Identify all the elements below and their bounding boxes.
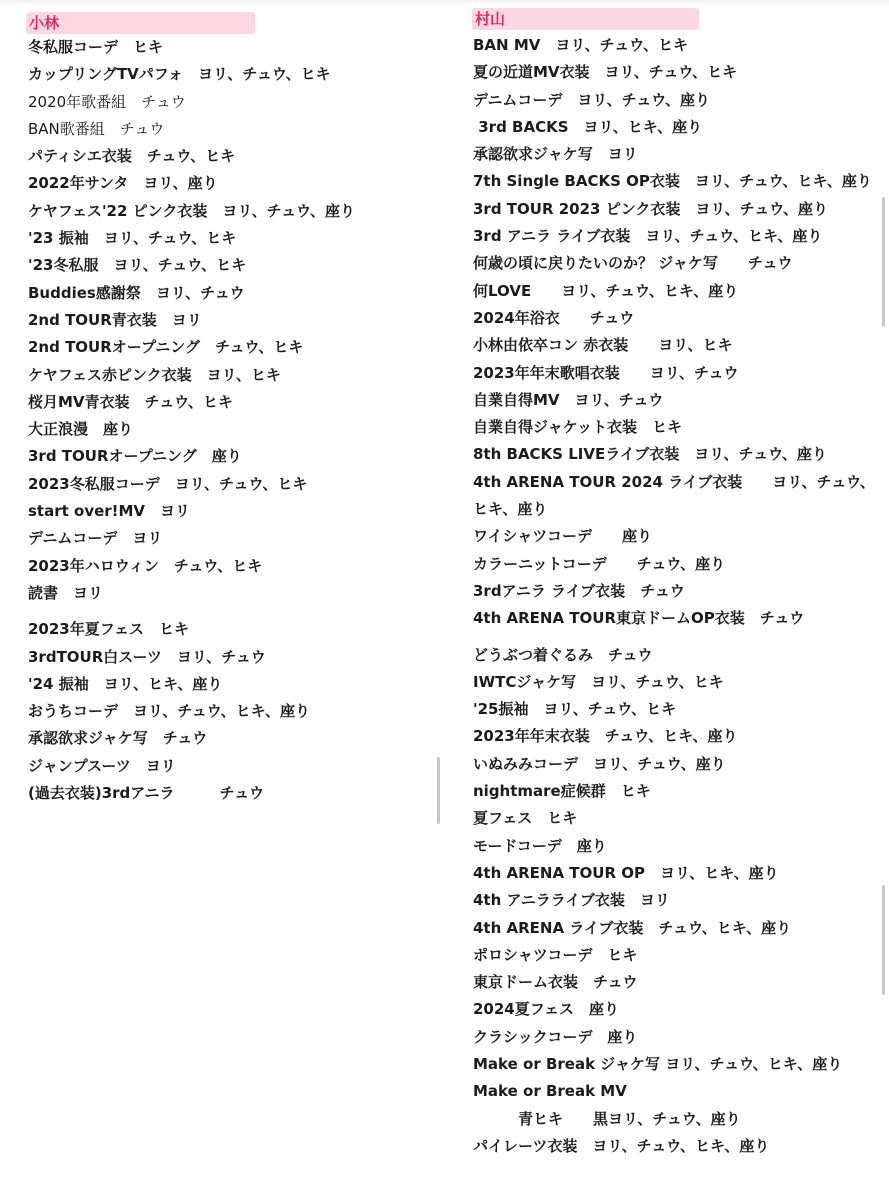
right-list-item: 8th BACKS LIVEライブ衣装 ヨリ、チュウ、座り xyxy=(473,445,827,464)
left-list-item: カップリングTVパフォ ヨリ、チュウ、ヒキ xyxy=(28,65,331,84)
left-list-item: パティシエ衣装 チュウ、ヒキ xyxy=(28,147,236,166)
right-scrollbar-thumb-lower[interactable] xyxy=(882,885,885,995)
right-list-item: 4th ARENA TOUR OP ヨリ、ヒキ、座り xyxy=(473,863,779,882)
left-list-item: 3rdTOUR白スーツ ヨリ、チュウ xyxy=(28,647,266,666)
right-list-item: デニムコーデ ヨリ、チュウ、座り xyxy=(473,90,711,109)
right-list-item: 小林由依卒コン 赤衣装 ヨリ、ヒキ xyxy=(473,336,733,355)
right-list-item: BAN MV ヨリ、チュウ、ヒキ xyxy=(473,36,688,54)
right-list-item: 4th ARENA TOUR 2024 ライブ衣装 ヨリ、チュウ、ヒキ、座り xyxy=(473,472,875,519)
right-list-item: 何歳の頃に戻りたいのか？ ジャケ写 チュウ xyxy=(473,254,793,273)
left-list-item: デニムコーデ ヨリ xyxy=(28,529,163,548)
right-list-item: ポロシャツコーデ ヒキ xyxy=(473,945,638,964)
left-list-item: start over!MV ヨリ xyxy=(28,502,191,521)
left-list-item: Buddies感謝祭 ヨリ、チュウ xyxy=(28,283,245,302)
right-list-item: 自業自得MV ヨリ、チュウ xyxy=(473,390,664,409)
list-gap xyxy=(28,607,448,616)
left-list-item: '23 振袖 ヨリ、チュウ、ヒキ xyxy=(28,229,237,248)
right-list-item: いぬみみコーデ ヨリ、チュウ、座り xyxy=(473,754,726,773)
right-scrollbar-thumb-upper[interactable] xyxy=(882,197,885,327)
right-header-label: 村山 xyxy=(472,8,699,30)
right-list-item: 7th Single BACKS OP衣装 ヨリ、チュウ、ヒキ、座り xyxy=(473,172,872,191)
right-list-item: 東京ドーム衣装 チュウ xyxy=(473,973,638,992)
left-list-item: 2nd TOURオープニング チュウ、ヒキ xyxy=(28,338,304,357)
right-list-item: モードコーデ 座り xyxy=(473,836,607,855)
right-list-item: 2023年年末歌唱衣装 ヨリ、チュウ xyxy=(473,363,739,382)
right-list-item: '25振袖 ヨリ、チュウ、ヒキ xyxy=(473,700,677,719)
left-header-label: 小林 xyxy=(26,12,255,34)
right-list-item: 2023年年末衣装 チュウ、ヒキ、座り xyxy=(473,727,738,746)
right-item-list xyxy=(473,32,885,1160)
left-list-item: 冬私服コーデ ヒキ xyxy=(28,38,164,56)
right-list-item: 4th ARENA TOUR東京ドームOP衣装 チュウ xyxy=(473,609,805,628)
right-list-item: 3rd TOUR 2023 ピンク衣装 ヨリ、チュウ、座り xyxy=(473,199,829,218)
right-list-item: パイレーツ衣装 ヨリ、チュウ、ヒキ、座り xyxy=(473,1136,770,1155)
right-list-item: Make or Break MV xyxy=(473,1082,627,1101)
left-list-item: ジャンプスーツ ヨリ xyxy=(28,756,176,775)
right-list-item: IWTCジャケ写 ヨリ、チュウ、ヒキ xyxy=(473,672,724,691)
right-list-item: 3rd アニラ ライブ衣装 ヨリ、チュウ、ヒキ、座り xyxy=(473,227,823,246)
right-list-item: クラシックコーデ 座り xyxy=(473,1027,638,1046)
right-list-item: どうぶつ着ぐるみ チュウ xyxy=(473,645,653,664)
right-list-item: カラーニットコーデ チュウ、座り xyxy=(473,554,726,573)
right-list-item: 青ヒキ 黒ヨリ、チュウ、座り xyxy=(473,1109,741,1128)
left-list-item: 大正浪漫 座り xyxy=(28,420,134,439)
left-list-item: 桜月MV青衣装 チュウ、ヒキ xyxy=(28,392,233,411)
left-list-item: 2023年夏フェス ヒキ xyxy=(28,620,189,639)
left-scrollbar-thumb[interactable] xyxy=(437,757,440,824)
left-list-item: (過去衣装)3rdアニラ チュウ xyxy=(28,784,265,803)
left-list-item: '23冬私服 ヨリ、チュウ、ヒキ xyxy=(28,256,247,275)
right-list-item: 夏フェス ヒキ xyxy=(473,809,578,828)
top-edge-shadow xyxy=(0,0,889,6)
list-gap xyxy=(473,633,885,642)
left-list-item: 2022年サンタ ヨリ、座り xyxy=(28,174,218,193)
right-list-item: 夏の近道MV衣装 ヨリ、チュウ、ヒキ xyxy=(473,63,738,82)
right-list-item: ワイシャツコーデ 座り xyxy=(473,527,652,546)
right-list-item: 自業自得ジャケット衣装 ヒキ xyxy=(473,418,682,437)
right-list-item: Make or Break ジャケ写 ヨリ、チュウ、ヒキ、座り xyxy=(473,1054,843,1073)
left-item-list xyxy=(28,34,448,807)
right-list-item: 2024夏フェス 座り xyxy=(473,1000,619,1019)
right-list-item: 承認欲求ジャケ写 ヨリ xyxy=(473,145,638,164)
right-list-item: 2024年浴衣 チュウ xyxy=(473,308,635,327)
right-list-item: nightmare症候群 ヒキ xyxy=(473,782,651,801)
left-list-item: '24 振袖 ヨリ、ヒキ、座り xyxy=(28,674,223,693)
left-list-item: 2023年ハロウィン チュウ、ヒキ xyxy=(28,556,263,575)
left-list-item: おうちコーデ ヨリ、チュウ、ヒキ、座り xyxy=(28,702,311,721)
right-list-item: 3rdアニラ ライブ衣装 チュウ xyxy=(473,581,685,600)
left-list-item: BAN歌番組 チュウ xyxy=(28,119,165,138)
right-list-item: 4th ARENA ライブ衣装 チュウ、ヒキ、座り xyxy=(473,918,792,937)
right-list-item: 4th アニラライブ衣装 ヨリ xyxy=(473,891,670,910)
left-list-item: 3rd TOURオープニング 座り xyxy=(28,447,242,466)
right-list-item: 3rd BACKS ヨリ、ヒキ、座り xyxy=(473,117,703,136)
left-list-item: 2020年歌番組 チュウ xyxy=(28,92,186,111)
left-list-item: ケヤフェス'22 ピンク衣装 ヨリ、チュウ、座り xyxy=(28,201,355,220)
left-list-item: 2023冬私服コーデ ヨリ、チュウ、ヒキ xyxy=(28,474,308,493)
left-list-item: ケヤフェス赤ピンク衣装 ヨリ、ヒキ xyxy=(28,365,281,384)
left-list-item: 読書 ヨリ xyxy=(28,583,104,602)
left-list-item: 承認欲求ジャケ写 チュウ xyxy=(28,729,208,748)
right-list-item: 何LOVE ヨリ、チュウ、ヒキ、座り xyxy=(473,281,739,300)
left-list-item: 2nd TOUR青衣装 ヨリ xyxy=(28,310,202,329)
